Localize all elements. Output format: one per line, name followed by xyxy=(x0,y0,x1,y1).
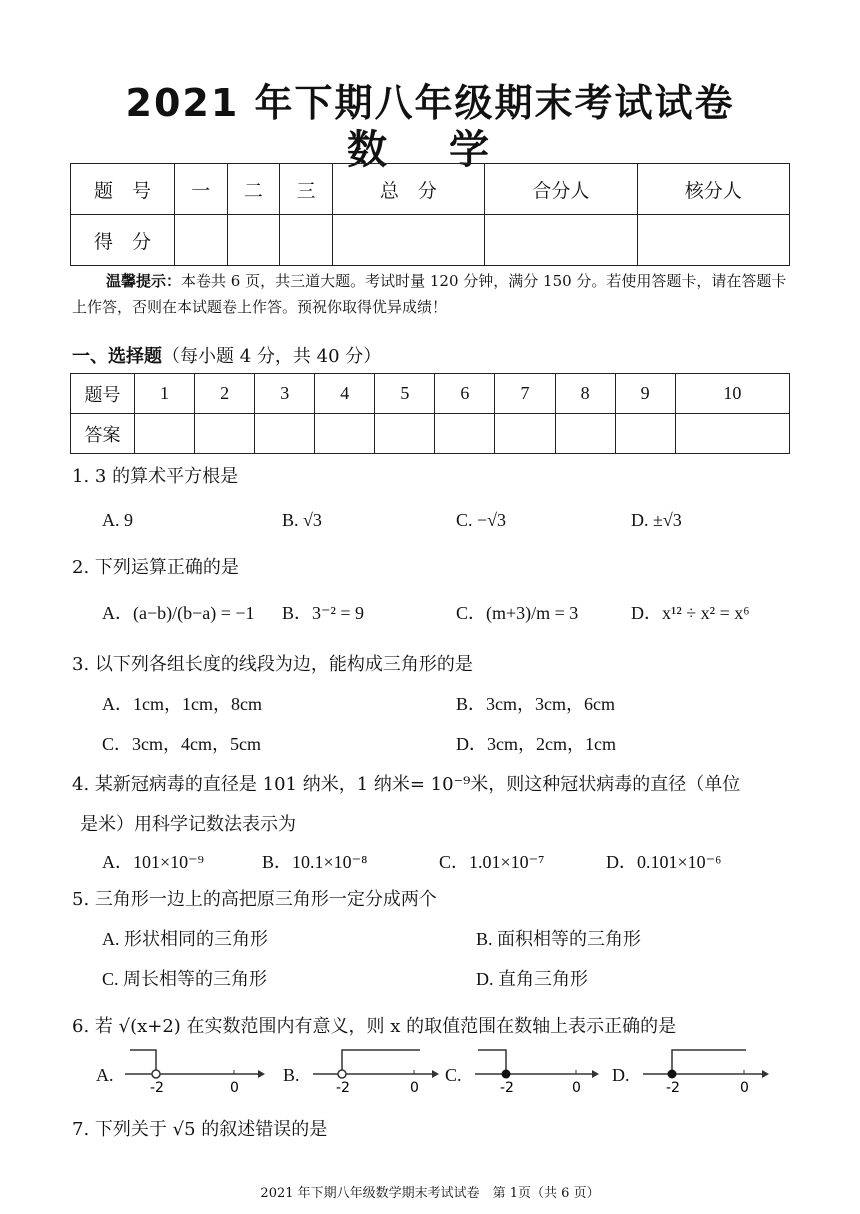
q4-option-d[interactable]: D．0.101×10⁻⁶ xyxy=(606,852,722,872)
q6-option-d[interactable]: D. xyxy=(612,1065,630,1085)
q3-option-a[interactable]: A．1cm，1cm，8cm xyxy=(102,694,262,714)
number-line-b xyxy=(308,1046,440,1096)
q2-option-c[interactable]: C．(m+3)/m = 3 xyxy=(456,603,579,623)
score-cell[interactable] xyxy=(175,215,228,266)
q1-option-a[interactable]: A. 9 xyxy=(102,510,133,530)
exam-title: 2021 年下期八年级期末考试试卷 xyxy=(125,81,735,125)
question-4-stem-cont: 是米）用科学记数法表示为 xyxy=(80,814,296,835)
tick-label-neg2: -2 xyxy=(336,1080,350,1096)
score-header-cell: 题 号 xyxy=(71,164,175,215)
q4-option-b[interactable]: B．10.1×10⁻⁸ xyxy=(262,852,368,872)
q4-option-c[interactable]: C．1.01×10⁻⁷ xyxy=(439,852,545,872)
score-header-cell: 二 xyxy=(227,164,280,215)
answer-cell[interactable] xyxy=(375,414,435,454)
tick-label-0: 0 xyxy=(740,1080,749,1096)
tick-label-neg2: -2 xyxy=(150,1080,164,1096)
q6-option-b[interactable]: B. xyxy=(283,1065,300,1085)
answer-cell[interactable] xyxy=(615,414,675,454)
number-line-a xyxy=(120,1046,265,1096)
answer-cell[interactable] xyxy=(435,414,495,454)
score-header-cell: 合分人 xyxy=(485,164,637,215)
answer-cell[interactable] xyxy=(315,414,375,454)
tick-label-0: 0 xyxy=(572,1080,581,1096)
score-cell[interactable] xyxy=(485,215,637,266)
q1-option-d[interactable]: D. ±√3 xyxy=(631,510,682,530)
score-cell[interactable] xyxy=(637,215,789,266)
answer-header-row xyxy=(71,374,790,414)
answer-header-cell: 题号 xyxy=(71,374,135,414)
section-title xyxy=(72,342,381,368)
q3-option-d[interactable]: D．3cm，2cm，1cm xyxy=(456,734,616,754)
answer-cell[interactable] xyxy=(495,414,555,454)
q5-option-c[interactable]: C. 周长相等的三角形 xyxy=(102,969,268,989)
score-table-row xyxy=(71,215,790,266)
answer-header-cell: 8 xyxy=(555,374,615,414)
q4-option-a[interactable]: A．101×10⁻⁹ xyxy=(102,852,204,872)
q5-option-b[interactable]: B. 面积相等的三角形 xyxy=(476,929,642,949)
q2-option-a[interactable]: A．(a−b)/(b−a) = −1 xyxy=(102,603,255,623)
score-table-header-row xyxy=(71,164,790,215)
q6-option-c[interactable]: C. xyxy=(445,1065,462,1085)
warm-tip xyxy=(72,268,790,320)
tip-text: 本卷共 6 页，共三道大题。考试时量 120 分钟，满分 150 分。若使用答题卡，请在答题卡上作答，否则在本试题卷上作答。预祝你取得优异成绩！ xyxy=(72,272,787,316)
question-7-stem: 7. 下列关于 √5 的叙述错误的是 xyxy=(72,1119,328,1140)
answer-header-cell: 6 xyxy=(435,374,495,414)
tick-label-neg2: -2 xyxy=(666,1080,680,1096)
score-cell[interactable] xyxy=(280,215,333,266)
answer-header-cell: 3 xyxy=(255,374,315,414)
tip-label: 温馨提示： xyxy=(106,272,182,290)
answer-header-cell: 7 xyxy=(495,374,555,414)
tick-label-neg2: -2 xyxy=(500,1080,514,1096)
q5-option-d[interactable]: D. 直角三角形 xyxy=(476,969,588,989)
question-1-stem: 1. 3 的算术平方根是 xyxy=(72,466,239,487)
section-note: （每小题 4 分，共 40 分） xyxy=(162,346,382,367)
score-row-label: 得 分 xyxy=(71,215,175,266)
page-footer: 2021 年下期八年级数学期末考试试卷 第 1页（共 6 页） xyxy=(260,1186,600,1201)
answer-header-cell: 9 xyxy=(615,374,675,414)
score-header-cell: 三 xyxy=(280,164,333,215)
q1-option-c[interactable]: C. −√3 xyxy=(456,510,507,530)
q1-option-b[interactable]: B. √3 xyxy=(282,510,322,530)
tick-label-0: 0 xyxy=(230,1080,239,1096)
answer-row xyxy=(71,414,790,454)
score-cell[interactable] xyxy=(227,215,280,266)
answer-cell[interactable] xyxy=(675,414,789,454)
score-cell[interactable] xyxy=(332,215,484,266)
q3-option-b[interactable]: B．3cm，3cm，6cm xyxy=(456,694,615,714)
answer-header-cell: 10 xyxy=(675,374,789,414)
answer-cell[interactable] xyxy=(555,414,615,454)
question-2-stem: 2. 下列运算正确的是 xyxy=(72,557,239,578)
score-header-cell: 核分人 xyxy=(637,164,789,215)
q2-option-b[interactable]: B．3⁻² = 9 xyxy=(282,603,365,623)
q5-option-a[interactable]: A. 形状相同的三角形 xyxy=(102,929,268,949)
q6-option-a[interactable]: A. xyxy=(96,1065,114,1085)
q3-option-c[interactable]: C．3cm，4cm，5cm xyxy=(102,734,261,754)
question-5-stem: 5. 三角形一边上的高把原三角形一定分成两个 xyxy=(72,889,437,910)
score-header-cell: 总 分 xyxy=(332,164,484,215)
answer-cell[interactable] xyxy=(255,414,315,454)
question-4-stem: 4. 某新冠病毒的直径是 101 纳米，1 纳米= 10⁻⁹米，则这种冠状病毒的直径（单位 xyxy=(72,774,741,795)
answer-header-cell: 5 xyxy=(375,374,435,414)
number-line-d xyxy=(638,1046,770,1096)
answer-header-cell: 2 xyxy=(195,374,255,414)
number-line-c xyxy=(470,1046,600,1096)
answer-row-label: 答案 xyxy=(71,414,135,454)
subject-title: 数 学 xyxy=(347,127,513,173)
answer-cell[interactable] xyxy=(195,414,255,454)
answer-header-cell: 4 xyxy=(315,374,375,414)
question-3-stem: 3. 以下列各组长度的线段为边，能构成三角形的是 xyxy=(72,654,473,675)
q2-option-d[interactable]: D．x¹² ÷ x² = x⁶ xyxy=(631,603,750,623)
answer-header-cell: 1 xyxy=(135,374,195,414)
question-6-stem: 6. 若 √(x+2) 在实数范围内有意义，则 x 的取值范围在数轴上表示正确的是 xyxy=(72,1016,677,1037)
score-header-cell: 一 xyxy=(175,164,228,215)
section-name: 一、选择题 xyxy=(72,346,162,367)
score-table xyxy=(70,163,790,266)
answer-table xyxy=(70,373,790,454)
answer-cell[interactable] xyxy=(135,414,195,454)
tick-label-0: 0 xyxy=(410,1080,419,1096)
